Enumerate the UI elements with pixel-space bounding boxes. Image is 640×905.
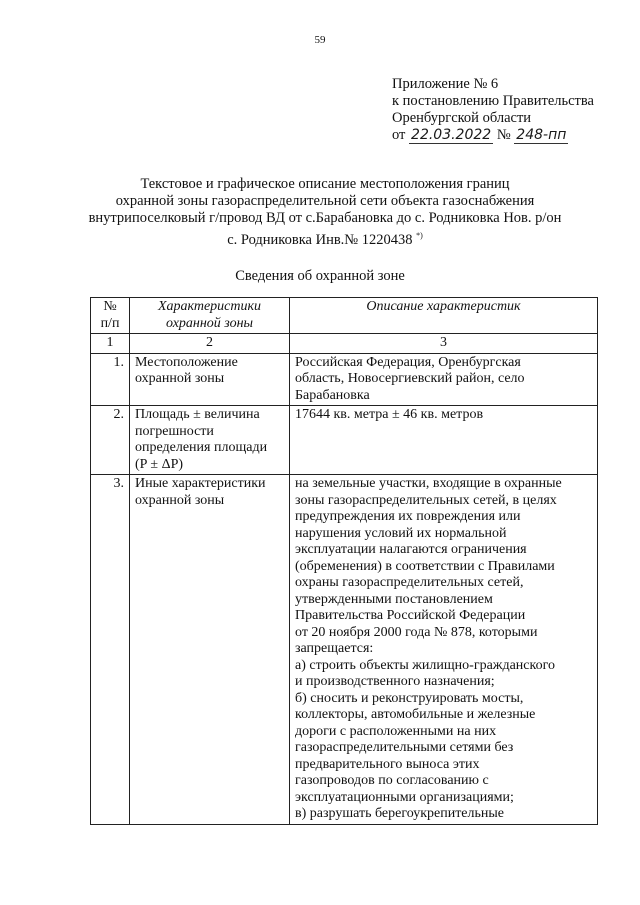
cell-line: газопроводов по согласованию с	[295, 773, 489, 788]
header-characteristics-line-2: охранной зоны	[165, 315, 254, 331]
cell-line: запрещается:	[295, 641, 374, 656]
cell-line: 17644 кв. метра ± 46 кв. метров	[295, 407, 484, 422]
table-header-row	[91, 298, 598, 334]
cell-line: газораспределительными сетями без	[295, 740, 514, 755]
section-subtitle: Сведения об охранной зоне	[235, 268, 405, 284]
cell-line: а) строить объекты жилищно-гражданского	[295, 657, 555, 673]
document-title	[40, 176, 610, 249]
cell-line: коллекторы, автомобильные и железные	[295, 707, 536, 722]
row-characteristic	[130, 353, 290, 406]
appendix-line-3: Оренбургской области	[392, 110, 532, 126]
title-line-4-text: с. Родниковка Инв.№ 1220438	[227, 231, 413, 248]
cell-line: Правительства Российской Федерации	[295, 608, 526, 623]
cell-line: зоны газораспределительных сетей, в целях	[295, 492, 557, 508]
row-characteristic	[130, 475, 290, 825]
cell-line: б) сносить и реконструировать мосты,	[295, 690, 524, 706]
row-description	[290, 353, 598, 406]
cell-line: предупреждения их повреждения или	[295, 509, 521, 524]
cell-line: от 20 ноября 2000 года № 878, которыми	[295, 624, 538, 640]
cell-line: эксплуатационными организациями;	[295, 789, 514, 805]
cell-line: эксплуатации налагаются ограничения	[295, 542, 527, 557]
cell-line: Местоположение	[135, 354, 238, 370]
title-line-3: внутрипоселковый г/провод ВД от с.Барабановка до с. Родниковка Нов. р/он	[88, 210, 562, 226]
cell-line: предварительного выноса этих	[295, 756, 480, 772]
handwritten-number: 248-пп	[516, 127, 567, 143]
cell-line: Российская Федерация, Оренбургская	[295, 354, 521, 370]
cell-line: нарушения условий их нормальной	[295, 525, 507, 541]
cell-line: погрешности	[135, 423, 214, 439]
row-description	[290, 406, 598, 475]
header-col-number	[91, 298, 130, 334]
page-number: 59	[314, 34, 326, 46]
cell-line: дороги с расположенными на них	[295, 723, 497, 739]
appendix-line-2: к постановлению Правительства	[392, 93, 594, 109]
header-number-abbr: п/п	[100, 315, 120, 331]
date-prefix: от	[392, 127, 406, 143]
column-number-2: 2	[130, 334, 290, 354]
table-row	[91, 353, 598, 406]
cell-line: и производственного назначения;	[295, 674, 495, 689]
cell-line: на земельные участки, входящие в охранные	[295, 476, 562, 491]
header-number-sign: №	[103, 299, 117, 314]
title-line-4	[40, 227, 610, 249]
title-line-2: охранной зоны газораспределительной сети объекта газоснабжения	[115, 193, 535, 209]
number-prefix: №	[496, 127, 511, 143]
table-row	[91, 406, 598, 475]
column-number-3: 3	[290, 334, 598, 354]
row-description	[290, 475, 598, 825]
column-number-1: 1	[91, 334, 130, 354]
cell-line: Площадь ± величина	[135, 407, 260, 422]
cell-line: (обременения) в соответствии с Правилами	[295, 558, 555, 574]
cell-line: (P ± ΔP)	[135, 456, 184, 472]
header-col-characteristics	[130, 298, 290, 334]
header-characteristics-line-1: Характеристики	[157, 299, 262, 314]
protection-zone-table	[90, 297, 598, 825]
footnote-mark: *)	[416, 231, 423, 240]
row-number: 3.	[91, 475, 130, 825]
cell-line: определения площади	[135, 440, 268, 455]
handwritten-date: 22.03.2022	[411, 127, 492, 143]
cell-line: Иные характеристики	[135, 476, 266, 491]
appendix-date-line	[392, 127, 632, 144]
title-line-1: Текстовое и графическое описание местоположения границ	[140, 176, 510, 192]
header-col-description: Описание характеристик	[290, 298, 598, 334]
cell-line: охраны газораспределительных сетей,	[295, 575, 524, 590]
table-row	[91, 475, 598, 825]
cell-line: в) разрушать берегоукрепительные	[295, 806, 505, 821]
cell-line: Барабановка	[295, 387, 370, 403]
cell-line: область, Новосергиевский район, село	[295, 371, 525, 386]
cell-line: охранной зоны	[135, 371, 225, 386]
cell-line: утвержденными постановлением	[295, 591, 493, 607]
appendix-line-1: Приложение № 6	[392, 76, 499, 92]
cell-line: охранной зоны	[135, 492, 225, 508]
row-number: 2.	[91, 406, 130, 475]
appendix-block	[392, 76, 632, 144]
row-characteristic	[130, 406, 290, 475]
row-number: 1.	[91, 353, 130, 406]
column-number-row	[91, 334, 598, 354]
